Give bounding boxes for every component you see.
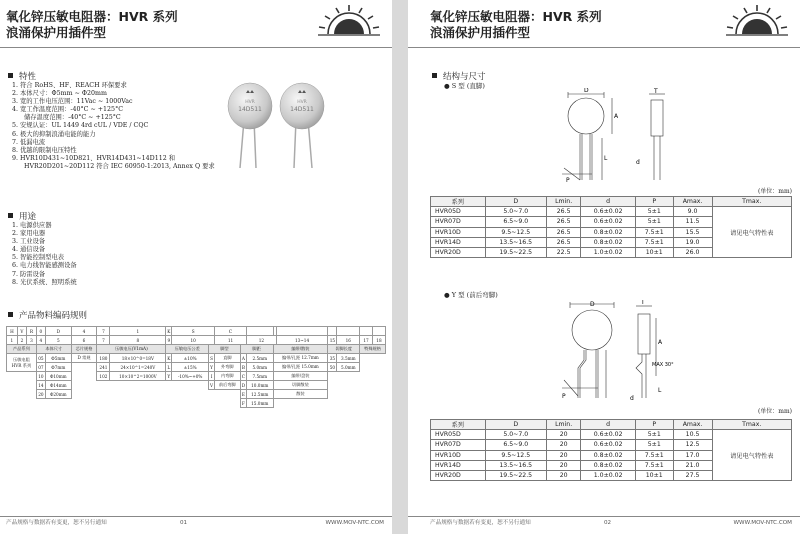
tmax-note: 请见电气特性表 <box>712 430 792 481</box>
code-pos: 18 <box>372 336 385 345</box>
page-left <box>0 0 392 534</box>
page-title: 氧化锌压敏电阻器：HVR 系列 浪涌保护用插件型 <box>430 9 602 40</box>
code-letter: V <box>17 327 26 336</box>
cell: 20 <box>546 470 580 480</box>
cell: 0.8±0.02 <box>581 450 636 460</box>
features-title: 特性 <box>8 70 36 82</box>
code-cell: 15.0mm <box>247 399 273 408</box>
code-cell: 3.5mm <box>337 354 360 363</box>
code-cell: 07 <box>38 364 44 370</box>
list-item: 4. 宽工作温度范围：-40°C ~ +125°C <box>12 106 124 114</box>
code-cell: 05 <box>38 355 44 361</box>
col-header: P <box>635 197 673 207</box>
cell: 27.5 <box>673 470 712 480</box>
cell: HVR07D <box>431 217 486 227</box>
code-cell: 20 <box>38 391 44 397</box>
list-item: 6. 电力线智能感测设备 <box>12 262 77 270</box>
product-photo <box>222 78 334 170</box>
code-pos: 12 <box>247 336 277 345</box>
code-rules-title: 产品物料编码规则 <box>8 309 87 321</box>
col-header: 系列 <box>431 197 486 207</box>
code-header: 压敏电压(V1mA) <box>97 345 166 354</box>
code-pos: 17 <box>360 336 373 345</box>
svg-text:14D511: 14D511 <box>290 106 314 113</box>
cell: 13.5~16.5 <box>485 460 546 470</box>
cell: 7.5±1 <box>635 450 673 460</box>
svg-text:HVR: HVR <box>297 100 307 105</box>
code-cell: Φ14mm <box>45 381 71 390</box>
list-item: 4. 通信设备 <box>12 246 46 254</box>
cell: 17.0 <box>673 450 712 460</box>
col-header: Tmax. <box>712 420 792 430</box>
dim-label: T <box>641 300 645 306</box>
dim-label: L <box>604 155 608 162</box>
angle-label: MAX 30° <box>652 362 674 368</box>
cell: 0.6±0.02 <box>581 430 636 440</box>
code-pos: 13~14 <box>276 336 327 345</box>
cell: 5±1 <box>635 207 673 217</box>
code-header: 切脚长度 <box>328 345 360 354</box>
page-number: 02 <box>604 520 612 526</box>
code-cell: 散装 <box>273 390 328 399</box>
svg-text:14D511: 14D511 <box>238 106 262 113</box>
col-header: P <box>635 420 673 430</box>
code-cell: Φ10mm <box>45 372 71 381</box>
code-cell: 35 <box>329 355 336 361</box>
code-header: 本体尺寸 <box>36 345 71 354</box>
col-header: Tmax. <box>712 197 792 207</box>
code-rules-table <box>6 326 386 408</box>
code-header: 芯片规格 <box>71 345 97 354</box>
cell: HVR05D <box>431 207 486 217</box>
cell: 20 <box>546 430 580 440</box>
cell: 7.5±1 <box>635 460 673 470</box>
cell: HVR05D <box>431 430 486 440</box>
code-cell: 5.0mm <box>247 363 273 372</box>
unit-note: (单位：mm) <box>757 408 792 415</box>
cell: HVR10D <box>431 450 486 460</box>
footer-disclaimer: 产品规格与数据若有变更，恕不另行通知 <box>430 520 531 526</box>
code-cell: Φ7mm <box>45 363 71 372</box>
cell: HVR20D <box>431 247 486 257</box>
page-number: 01 <box>180 520 188 526</box>
list-item: 1. 电源供应器 <box>12 222 52 229</box>
dim-label: d <box>630 395 634 402</box>
cell: 5±1 <box>635 430 673 440</box>
cell: 9.0 <box>673 207 712 217</box>
cell: 19.0 <box>673 237 712 247</box>
list-item: 8. 优越的限制电压特性 <box>12 146 77 154</box>
cell: 20 <box>546 450 580 460</box>
code-letter: C <box>214 327 246 336</box>
list-item: 2. 家用电器 <box>12 230 46 238</box>
y-type-table <box>430 419 792 481</box>
cell: 21.0 <box>673 460 712 470</box>
list-item: 储存温度范围：-40°C ~ +125°C <box>24 114 121 122</box>
code-series: 压敏电阻 HVR 系列 <box>7 354 37 372</box>
code-cell: 180 <box>97 354 110 363</box>
list-item: 1. 符合 RoHS、HF、REACH 环保要求 <box>12 82 127 89</box>
code-letter: 1 <box>110 327 166 336</box>
cell: 0.6±0.02 <box>581 207 636 217</box>
col-header: Amax. <box>673 197 712 207</box>
cell: 15.5 <box>673 227 712 237</box>
code-letter: S <box>172 327 215 336</box>
code-pos: 5 <box>45 336 71 345</box>
col-header: d <box>581 197 636 207</box>
col-header: D <box>485 197 546 207</box>
list-item: 7. 低漏电流 <box>12 138 46 146</box>
footer-url[interactable]: WWW.MOV-NTC.COM <box>325 520 384 526</box>
col-header: 系列 <box>431 420 486 430</box>
code-letter: H <box>7 327 18 336</box>
code-cell: Φ5mm <box>45 354 71 363</box>
cell: 26.5 <box>546 227 580 237</box>
cell: 10.5 <box>673 430 712 440</box>
cell: 19.5~22.5 <box>485 247 546 257</box>
code-cell: 18×10^0=18V <box>110 354 166 363</box>
code-header: 特殊规格 <box>360 345 386 354</box>
cell: 22.5 <box>546 247 580 257</box>
code-pos: 8 <box>110 336 166 345</box>
list-item: HVR20D201~20D112 符合 IEC 60950-1:2013, Annex Q 要求 <box>24 162 215 170</box>
code-header: 脚型 <box>209 345 241 354</box>
code-cell: 前后弯脚 <box>214 381 240 390</box>
code-cell: Φ20mm <box>45 390 71 399</box>
cell: 10±1 <box>635 247 673 257</box>
cell: 5.0~7.0 <box>485 207 546 217</box>
code-letter: D <box>45 327 71 336</box>
cell: 1.0±0.02 <box>581 247 636 257</box>
code-cell: 编带/孔距 12.7mm <box>273 354 328 363</box>
code-cell: 编带/盘装 <box>273 372 328 381</box>
code-letter: K <box>167 328 171 334</box>
code-cell: 241 <box>97 363 110 372</box>
cell: 1.0±0.02 <box>581 470 636 480</box>
code-pos: 2 <box>17 336 26 345</box>
dim-label: T <box>654 88 658 95</box>
col-header: Lmin. <box>546 420 580 430</box>
table-row <box>431 430 792 440</box>
cell: 12.5 <box>673 440 712 450</box>
s-type-label: ● S 型 (直脚) <box>444 82 485 90</box>
code-cell: 内弯脚 <box>214 372 240 381</box>
code-cell: 50 <box>329 364 336 370</box>
code-cell: A <box>241 355 245 361</box>
code-header: 产品系列 <box>7 345 37 354</box>
cell: 0.6±0.02 <box>581 440 636 450</box>
code-pos: 16 <box>337 336 360 345</box>
code-cell: 直脚 <box>214 354 240 363</box>
list-item: 8. 光伏系统、照明系统 <box>12 278 77 286</box>
cell: 5±1 <box>635 440 673 450</box>
code-cell: Y <box>210 364 213 370</box>
code-header: 编带/散装 <box>273 345 328 354</box>
code-cell: ±15% <box>172 363 209 372</box>
code-cell: S <box>210 355 213 361</box>
col-header: d <box>581 420 636 430</box>
cell: 5.0~7.0 <box>485 430 546 440</box>
list-item: 2. 本体尺寸：Φ5mm ~ Φ20mm <box>12 90 108 98</box>
dim-label: P <box>562 393 566 400</box>
code-cell: C <box>241 373 245 379</box>
dim-label: P <box>566 177 570 184</box>
dim-label: d <box>636 159 640 166</box>
cell: 20 <box>546 440 580 450</box>
code-letter: 7 <box>97 327 110 336</box>
applications-title: 用途 <box>8 210 36 222</box>
page-right <box>408 0 800 534</box>
cell: 6.5~9.0 <box>485 440 546 450</box>
cell: 7.5±1 <box>635 227 673 237</box>
code-pos: 4 <box>36 336 45 345</box>
code-cell: 10 <box>38 373 44 379</box>
list-item: 3. 工业设备 <box>12 238 46 246</box>
code-header: 脚距 <box>240 345 273 354</box>
code-cell: V <box>210 382 214 388</box>
dim-label: D <box>584 88 589 94</box>
code-pos: 7 <box>97 336 110 345</box>
code-cell: D <box>241 382 246 388</box>
code-cell: D 常规 <box>71 354 97 363</box>
cell: 19.5~22.5 <box>485 470 546 480</box>
cell: 0.6±0.02 <box>581 217 636 227</box>
features-list <box>12 82 215 171</box>
code-cell: 12.5mm <box>247 390 273 399</box>
code-cell: 14 <box>38 382 44 388</box>
cell: 26.5 <box>546 217 580 227</box>
dim-label: A <box>614 113 619 120</box>
code-cell: 10.0mm <box>247 381 273 390</box>
cell: 6.5~9.0 <box>485 217 546 227</box>
code-cell: E <box>241 391 245 397</box>
code-cell: 102 <box>97 372 110 381</box>
cell: 26.5 <box>546 207 580 217</box>
col-header: Amax. <box>673 420 712 430</box>
code-letter: 0 <box>36 327 45 336</box>
cell: 9.5~12.5 <box>485 227 546 237</box>
cell: 26.5 <box>546 237 580 247</box>
code-cell: 编带/孔距 15.0mm <box>273 363 328 372</box>
list-item: 5. 安规认证：UL 1449 4rd cUL / VDE / CQC <box>12 122 149 130</box>
cell: 0.8±0.02 <box>581 460 636 470</box>
cell: HVR14D <box>431 460 486 470</box>
s-type-diagram <box>556 88 676 184</box>
code-cell: 5.0mm <box>337 363 360 372</box>
cell: 20 <box>546 460 580 470</box>
code-pos: 6 <box>71 336 97 345</box>
cell: HVR14D <box>431 237 486 247</box>
code-cell: 10×10^2=1000V <box>110 372 166 381</box>
code-cell: 7.5mm <box>247 372 273 381</box>
structure-title: 结构与尺寸 <box>432 70 486 82</box>
code-letter: R <box>27 327 37 336</box>
code-pos: 10 <box>172 336 215 345</box>
code-cell: I <box>209 372 215 381</box>
code-cell: 2.5mm <box>247 354 273 363</box>
s-type-table <box>430 196 792 258</box>
cell: HVR10D <box>431 227 486 237</box>
code-cell: 外弯脚 <box>214 363 240 372</box>
list-item: 6. 极大的抑制浪涌电能的能力 <box>12 130 96 138</box>
code-cell: L <box>167 364 171 370</box>
code-cell: 24×10^1=240V <box>110 363 166 372</box>
col-header: D <box>485 420 546 430</box>
sun-logo-icon <box>722 2 792 38</box>
unit-note: (单位：mm) <box>757 188 792 195</box>
cell: 0.8±0.02 <box>581 227 636 237</box>
y-type-diagram <box>534 300 684 402</box>
cell: 11.5 <box>673 217 712 227</box>
cell: 10±1 <box>635 470 673 480</box>
footer-disclaimer: 产品规格与数据若有变更，恕不另行通知 <box>6 520 107 526</box>
tmax-note: 请见电气特性表 <box>712 207 792 258</box>
cell: 7.5±1 <box>635 237 673 247</box>
sun-logo-icon <box>314 2 384 38</box>
y-type-label: ● Y 型 (前后弯脚) <box>444 291 498 299</box>
code-cell: -10%~+0% <box>172 372 209 381</box>
code-cell: B <box>241 364 245 370</box>
code-cell: K <box>167 355 171 361</box>
cell: 26.0 <box>673 247 712 257</box>
dim-label: D <box>590 301 595 308</box>
code-pos: 3 <box>27 336 37 345</box>
code-header: 压敏电压公差 <box>166 345 209 354</box>
cell: 9.5~12.5 <box>485 450 546 460</box>
svg-text:HVR: HVR <box>245 100 255 105</box>
code-cell: F <box>241 400 245 406</box>
table-row <box>431 207 792 217</box>
list-item: 9. HVR10D431~10D821、HVR14D431~14D112 和 <box>12 154 176 162</box>
code-letter: 4 <box>71 327 97 336</box>
cell: HVR07D <box>431 440 486 450</box>
page-title: 氧化锌压敏电阻器：HVR 系列 浪涌保护用插件型 <box>6 9 178 40</box>
col-header: Lmin. <box>546 197 580 207</box>
cell: HVR20D <box>431 470 486 480</box>
dim-label: L <box>658 387 662 394</box>
code-cell: ±10% <box>172 354 209 363</box>
code-pos: 11 <box>214 336 246 345</box>
code-cell: 切脚散装 <box>273 381 328 390</box>
cell: 5±1 <box>635 217 673 227</box>
cell: 0.8±0.02 <box>581 237 636 247</box>
list-item: 7. 防雷设备 <box>12 270 46 278</box>
footer-url[interactable]: WWW.MOV-NTC.COM <box>733 520 792 526</box>
list-item: 3. 宽的工作电压范围：11Vac ~ 1000Vac <box>12 98 133 106</box>
code-pos: 9 <box>167 337 171 343</box>
applications-list <box>12 222 77 287</box>
code-pos: 15 <box>329 337 336 343</box>
dim-label: A <box>658 339 663 346</box>
code-pos: 1 <box>7 336 18 345</box>
code-cell: Y <box>167 373 171 379</box>
list-item: 5. 智能控制型电表 <box>12 254 65 262</box>
cell: 13.5~16.5 <box>485 237 546 247</box>
